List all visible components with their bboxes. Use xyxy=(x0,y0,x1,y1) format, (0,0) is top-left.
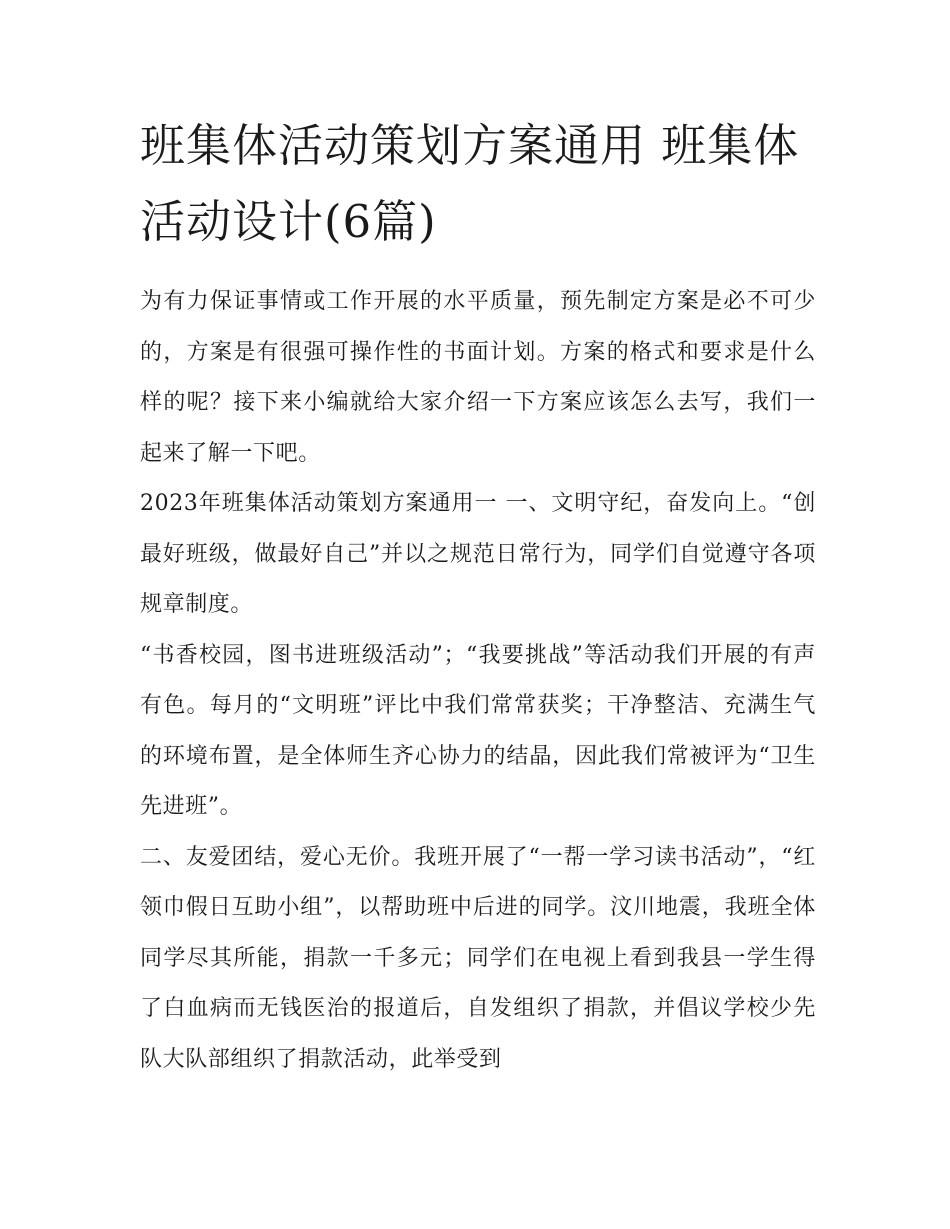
paragraph-intro: 为有力保证事情或工作开展的水平质量，预先制定方案是必不可少的，方案是有很强可操作性的书面计划。方案的格式和要求是什么样的呢？接下来小编就给大家介绍一下方案应该怎么去写，我们一起来了解一下吧。 xyxy=(140,289,816,466)
paragraph-section-two: 二、友爱团结，爱心无价。我班开展了“一帮一学习读书活动”，“红领巾假日互助小组”，以帮助班中后进的同学。汶川地震，我班全体同学尽其所能，捐款一千多元；同学们在电视上看到我县一学生得了白血病而无钱医治的报道后，自发组织了捐款，并倡议学校少先队大队部组织了捐款活动，此举受到 xyxy=(140,844,816,1072)
paragraph-activities: “书香校园，图书进班级活动”；“我要挑战”等活动我们开展的有声有色。每月的“文明班”评比中我们常常获奖；干净整洁、充满生气的环境布置，是全体师生齐心协力的结晶，因此我们常被评为“卫生先进班”。 xyxy=(140,642,816,819)
document-title: 班集体活动策划方案通用 班集体活动设计(6篇) xyxy=(140,119,800,248)
document-body xyxy=(140,277,816,1085)
paragraph-section-one: 2023年班集体活动策划方案通用一 一、文明守纪，奋发向上。“创最好班级，做最好自己”并以之规范日常行为，同学们自觉遵守各项规章制度。 xyxy=(140,491,816,617)
